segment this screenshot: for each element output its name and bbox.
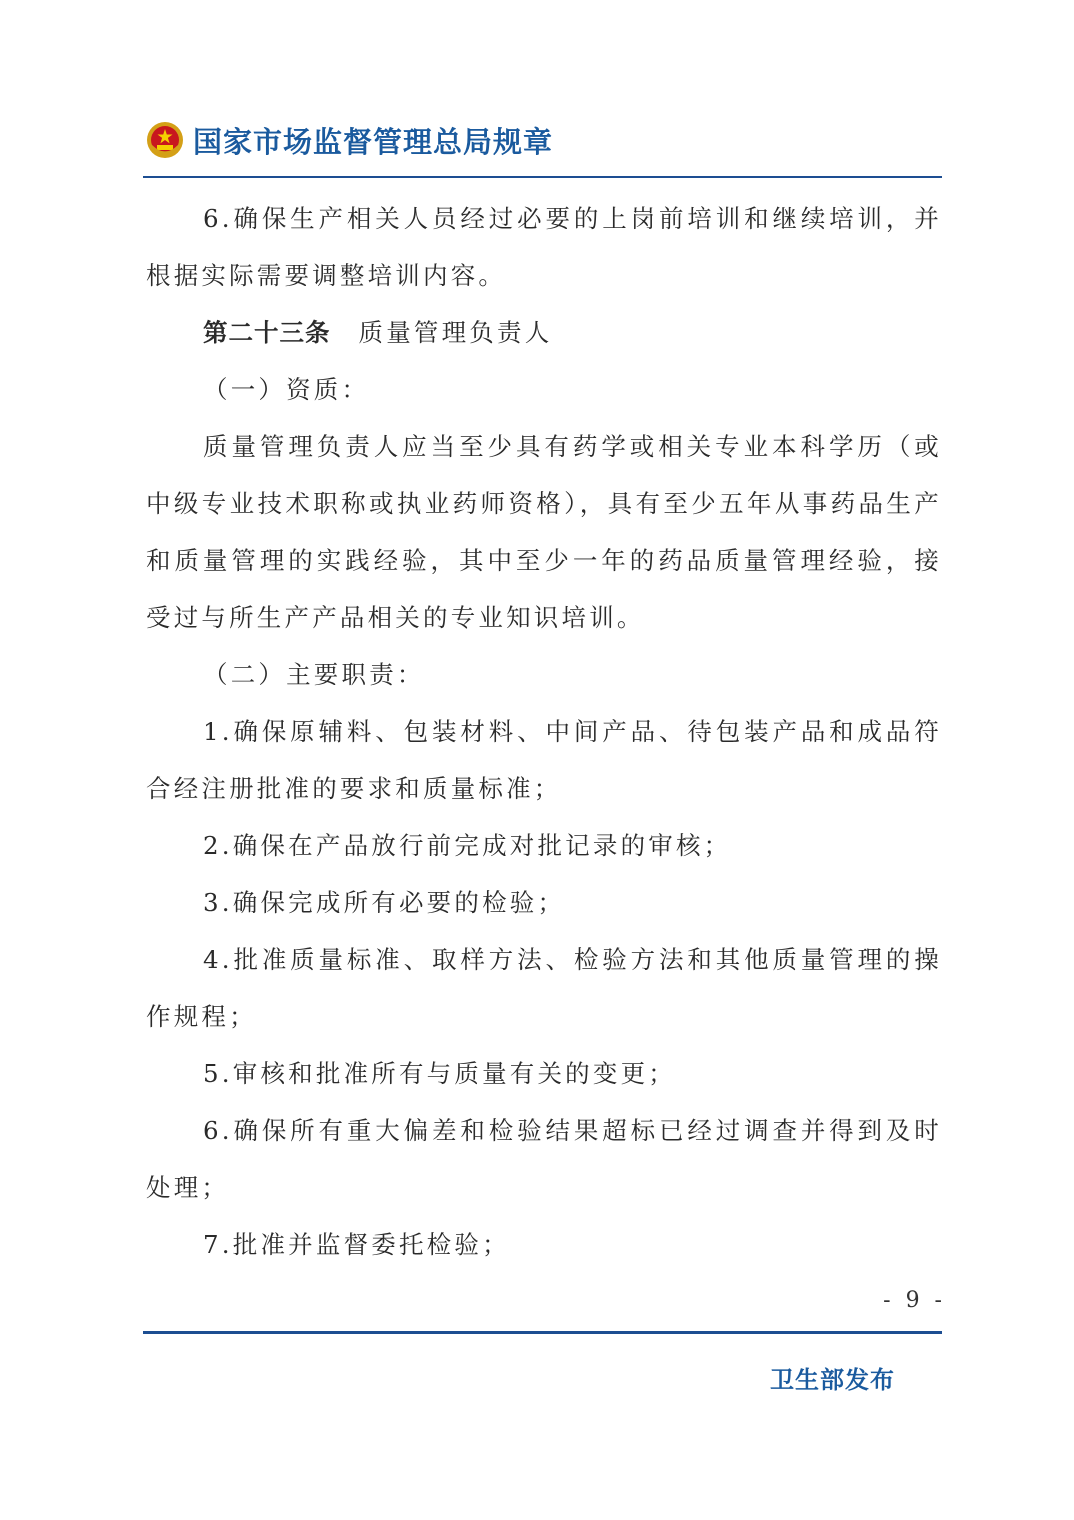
article-title: 质量管理负责人 (358, 318, 553, 347)
list-item: 7.批准并监督委托检验； (203, 1230, 510, 1259)
publisher-label: 卫生部发布 (770, 1366, 895, 1394)
list-item: 3.确保完成所有必要的检验； (203, 888, 566, 917)
page-number: - 9 - (883, 1288, 946, 1313)
header-rule (143, 176, 942, 178)
paragraph: 6.确保生产相关人员经过必要的上岗前培训和继续培训，并根据实际需要调整培训内容。 (146, 204, 942, 290)
national-emblem-icon (145, 120, 185, 160)
document-body (146, 190, 942, 1273)
section-heading: （二）主要职责： (203, 660, 425, 689)
section-heading: （一）资质： (203, 375, 370, 404)
list-item: 6.确保所有重大偏差和检验结果超标已经过调查并得到及时处理； (146, 1116, 942, 1202)
page-header (145, 112, 945, 168)
header-title: 国家市场监督管理总局规章 (193, 124, 554, 159)
list-item: 2.确保在产品放行前完成对批记录的审核； (203, 831, 732, 860)
footer-rule (143, 1331, 942, 1334)
list-item: 5.审核和批准所有与质量有关的变更； (203, 1059, 676, 1088)
list-item: 4.批准质量标准、取样方法、检验方法和其他质量管理的操作规程； (146, 945, 942, 1031)
paragraph: 质量管理负责人应当至少具有药学或相关专业本科学历（或中级专业技术职称或执业药师资格），具有至少五年从事药品生产和质量管理的实践经验，其中至少一年的药品质量管理经验，接受过与所生产产品相关的专业知识培训。 (146, 432, 942, 632)
list-item: 1.确保原辅料、包装材料、中间产品、待包装产品和成品符合经注册批准的要求和质量标准； (146, 717, 942, 803)
article-number: 第二十三条 (203, 318, 331, 347)
article-heading (146, 304, 942, 361)
